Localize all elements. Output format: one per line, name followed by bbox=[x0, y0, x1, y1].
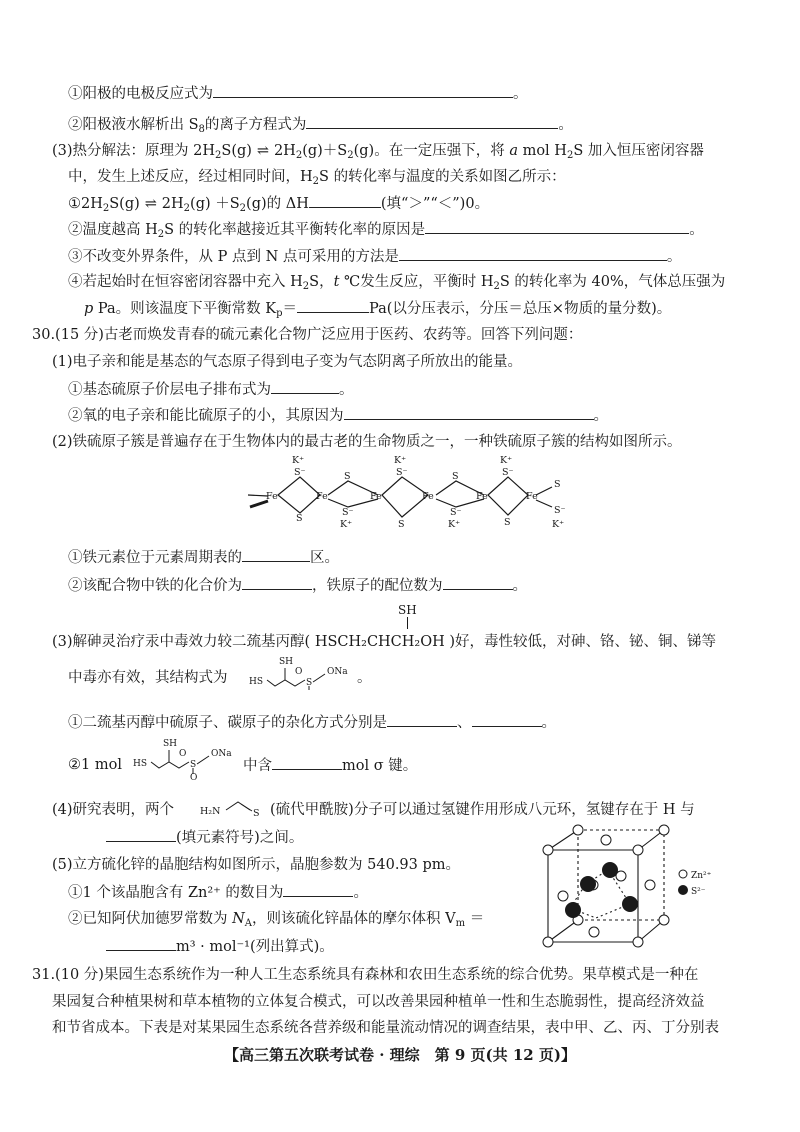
zn-ion bbox=[543, 845, 553, 855]
s-label: S bbox=[306, 678, 313, 688]
q30-molar-volume: ②已知阿伏加德罗常数为 $N_A$，则该硫化锌晶体的摩尔体积 $V_m$ ＝ bbox=[68, 911, 485, 929]
q30-part4-rest: (硫代甲酰胺)分子可以通过氢键作用形成八元环，氢键存在于 H 与 bbox=[270, 802, 695, 818]
zn-ion bbox=[633, 845, 643, 855]
q30-sigma-bond-rest: 中含 mol σ 键。 bbox=[243, 755, 417, 776]
q30-title: 30.(15 分)古老而焕发青春的硫元素化合物广泛应用于医药、农药等。回答下列问题： bbox=[32, 327, 583, 343]
q30-part5: (5)立方硫化锌的晶胞结构如图所示，晶胞参数为 540.93 pm。 bbox=[52, 857, 461, 873]
q30-hybridization: ①二巯基丙醇中硫原子、碳原子的杂化方式分别是 、 。 bbox=[68, 712, 556, 733]
iron-sulfur-cluster-diagram bbox=[230, 455, 580, 535]
chain-bond bbox=[197, 756, 209, 764]
s-ion bbox=[622, 896, 638, 912]
answer-blank[interactable] bbox=[306, 114, 558, 129]
zn-ion bbox=[659, 915, 669, 925]
s-atom-label: S bbox=[398, 519, 405, 530]
chain-bond bbox=[313, 674, 325, 682]
answer-blank[interactable] bbox=[242, 547, 310, 562]
answer-blank[interactable] bbox=[242, 575, 312, 590]
zinc-sulfide-unit-cell bbox=[528, 822, 728, 954]
s-atom-label: S⁻ bbox=[396, 467, 408, 478]
bridge-bond bbox=[278, 477, 320, 513]
chain-bond bbox=[226, 802, 250, 810]
fe-atom-label: Fe bbox=[422, 491, 434, 502]
legend-s-label: S²⁻ bbox=[691, 887, 706, 897]
s-atom-label: S bbox=[452, 471, 459, 482]
q31-line1: 31.(10 分)果园生态系统作为一种人工生态系统具有森林和农田生态系统的综合优势。果草模式是一种在 bbox=[32, 967, 699, 983]
s-atom-label: S bbox=[554, 479, 561, 490]
period: 。 bbox=[357, 670, 372, 686]
answer-blank[interactable] bbox=[309, 193, 381, 208]
q31-line3: 和节省成本。下表是对某果园生态系统各营养级和能量流动情况的调查结果，表中甲、乙、丙、丁分别表 bbox=[52, 1020, 719, 1036]
s-atom-label: S⁻ bbox=[502, 467, 514, 478]
q29-kp: p Pa。则该温度下平衡常数 $K_p= Pa$(以分压表示，分压＝总压×物质的量分数)。 bbox=[84, 298, 671, 324]
q30-block: ①铁元素位于元素周期表的 区。 bbox=[68, 547, 339, 568]
answer-blank[interactable] bbox=[106, 936, 176, 951]
o-label: O bbox=[179, 749, 187, 759]
q30-affinity-reason: ②氧的电子亲和能比硫原子的小，其原因为 。 bbox=[68, 405, 608, 426]
q30-valence-config: ①基态硫原子价层电子排布式为 。 bbox=[68, 379, 354, 400]
hs-label: HS bbox=[133, 759, 148, 769]
s-ion bbox=[580, 876, 596, 892]
s-ion bbox=[565, 902, 581, 918]
q29-temperature-reason: ②温度越高 $H_2S$ 的转化率越接近其平衡转化率的原因是 。 bbox=[68, 219, 704, 245]
s-atom-label: S⁻ bbox=[342, 507, 354, 518]
s-atom-label: S bbox=[344, 471, 351, 482]
fe-atom-label: Fe bbox=[316, 491, 328, 502]
equilibrium-arrow-icon: ⇌ bbox=[256, 143, 270, 159]
sh-branch-bond bbox=[407, 617, 408, 629]
o-label: O bbox=[295, 667, 303, 677]
sh-branch-label: SH bbox=[398, 603, 417, 617]
q30-part4: (4)研究表明，两个 bbox=[52, 802, 175, 818]
page-footer: 【高三第五次联考试卷 · 理综 第 9 页(共 12 页)】 bbox=[223, 1046, 577, 1064]
k-ion-label: K⁺ bbox=[340, 519, 353, 530]
k-ion-label: K⁺ bbox=[448, 519, 461, 530]
sh-label: SH bbox=[163, 739, 178, 749]
q29-part3-intro: (3)热分解法：原理为 $2H_2S(g)$ ⇌ $2H_2(g)+S_2(g)$。在一定压强下，将 a mol $H_2S$ 加入恒压密闭容器 bbox=[52, 143, 704, 161]
fe-atom-label: Fe bbox=[476, 491, 488, 502]
sodium-sulfonate-structure bbox=[249, 652, 359, 692]
legend-s-symbol bbox=[678, 885, 688, 895]
q29-delta-h: $①2H_2S(g)$ ⇌ $2H_2(g) +S_2(g)$的 ΔH (填“＞”“＜”)0。 bbox=[68, 193, 489, 219]
s-ion bbox=[602, 862, 618, 878]
k-ion-label: K⁺ bbox=[394, 455, 407, 466]
terminal-bond bbox=[248, 495, 268, 496]
k-ion-label: K⁺ bbox=[500, 455, 513, 466]
terminal-bond bbox=[536, 500, 552, 507]
k-ion-label: K⁺ bbox=[292, 455, 305, 466]
answer-blank[interactable] bbox=[271, 379, 339, 394]
sh-label: SH bbox=[279, 657, 294, 667]
q29-equilibrium-conversion: ④若起始时在恒容密闭容器中充入 $H_2S$，t ℃发生反应，平衡时 $H_2S$ 的转化率为 40%，气体总压强为 bbox=[68, 274, 726, 292]
answer-blank[interactable] bbox=[387, 712, 457, 727]
zn-ion bbox=[558, 891, 568, 901]
q30-part1: (1)电子亲和能是基态的气态原子得到电子变为气态阴离子所放出的能量。 bbox=[52, 354, 523, 370]
zn-ion bbox=[645, 880, 655, 890]
zn-ion bbox=[601, 835, 611, 845]
k-ion-label: K⁺ bbox=[552, 519, 565, 530]
s-label: S bbox=[190, 760, 197, 770]
ona-label: ONa bbox=[327, 667, 348, 677]
h2n-label: H₂N bbox=[200, 806, 221, 817]
dimercaprol-formula: HSCH₂CHCH₂OH bbox=[314, 634, 445, 650]
ona-label: ONa bbox=[211, 749, 232, 759]
q31-line2: 果园复合种植果树和草本植物的立体复合模式，可以改善果园种植单一性和生态脆弱性，提高经济效益 bbox=[52, 994, 705, 1010]
s-atom-label: S⁻ bbox=[294, 467, 306, 478]
answer-blank[interactable] bbox=[472, 712, 542, 727]
q30-part3: (3)解砷灵治疗汞中毒效力较二巯基丙醇( HSCH₂CHCH₂OH )好，毒性较低，对砷、铬、铋、铜、锑等 bbox=[52, 634, 717, 650]
answer-blank[interactable] bbox=[425, 219, 689, 234]
s-atom-label: S⁻ bbox=[554, 505, 566, 516]
q30-sigma-bond: ②1 mol bbox=[68, 757, 122, 773]
hs-label: HS bbox=[249, 677, 264, 687]
o-label: O bbox=[190, 773, 198, 780]
zn-ion bbox=[543, 937, 553, 947]
zn-ion bbox=[633, 937, 643, 947]
chain-bond bbox=[241, 804, 252, 811]
answer-blank[interactable] bbox=[443, 575, 513, 590]
q30-part3-line2: 中毒亦有效，其结构式为 bbox=[68, 670, 228, 686]
fe-atom-label: Fe bbox=[370, 491, 382, 502]
answer-blank[interactable] bbox=[344, 405, 594, 420]
q29-s8-hydrolysis: ②阳极液水解析出 $S_8$的离子方程式为 。 bbox=[68, 114, 573, 140]
zn-ion bbox=[573, 825, 583, 835]
terminal-bond bbox=[536, 487, 552, 495]
chain-bond bbox=[267, 680, 305, 686]
answer-blank[interactable] bbox=[272, 755, 342, 770]
q30-part2: (2)铁硫原子簇是普遍存在于生物体内的最古老的生命物质之一，一种铁硫原子簇的结构如图所示。 bbox=[52, 434, 682, 450]
q29-p-to-n: ③不改变外界条件，从 P 点到 N 点可采用的方法是 。 bbox=[68, 246, 681, 267]
answer-blank[interactable] bbox=[283, 882, 353, 897]
s-atom-label: S bbox=[296, 513, 303, 524]
answer-blank[interactable] bbox=[399, 246, 667, 261]
answer-blank[interactable] bbox=[106, 827, 176, 842]
zn-ion bbox=[589, 927, 599, 937]
q29-anode-reaction: ①阳极的电极反应式为 。 bbox=[68, 83, 528, 104]
zn-ion bbox=[659, 825, 669, 835]
fe-atom-label: Fe bbox=[266, 491, 278, 502]
s-label: S bbox=[253, 808, 260, 818]
answer-blank[interactable] bbox=[297, 298, 369, 313]
thioformamide-structure bbox=[196, 788, 276, 818]
legend-zn-symbol bbox=[679, 870, 687, 878]
q30-molar-volume-unit: m³ · mol⁻¹(列出算式)。 bbox=[106, 936, 334, 957]
s-atom-label: S bbox=[504, 517, 511, 528]
legend-zn-label: Zn²⁺ bbox=[691, 871, 712, 881]
q30-part4-line2: (填元素符号)之间。 bbox=[106, 827, 303, 848]
chain-bond bbox=[151, 762, 189, 768]
bridge-bond bbox=[488, 477, 528, 515]
q29-part3-line2: 中，发生上述反应，经过相同时间，$H_2S$ 的转化率与温度的关系如图乙所示： bbox=[68, 169, 566, 187]
q30-valence-coordination: ②该配合物中铁的化合价为 ，铁原子的配位数为 。 bbox=[68, 575, 527, 596]
answer-blank[interactable] bbox=[213, 83, 513, 98]
q30-zn-count: ①1 个该晶胞含有 Zn²⁺ 的数目为 。 bbox=[68, 882, 368, 903]
fe-atom-label: Fe bbox=[526, 491, 538, 502]
equilibrium-arrow-icon: ⇌ bbox=[144, 196, 157, 212]
s-atom-label: S⁻ bbox=[450, 507, 462, 518]
sodium-sulfonate-structure-2 bbox=[133, 734, 243, 780]
